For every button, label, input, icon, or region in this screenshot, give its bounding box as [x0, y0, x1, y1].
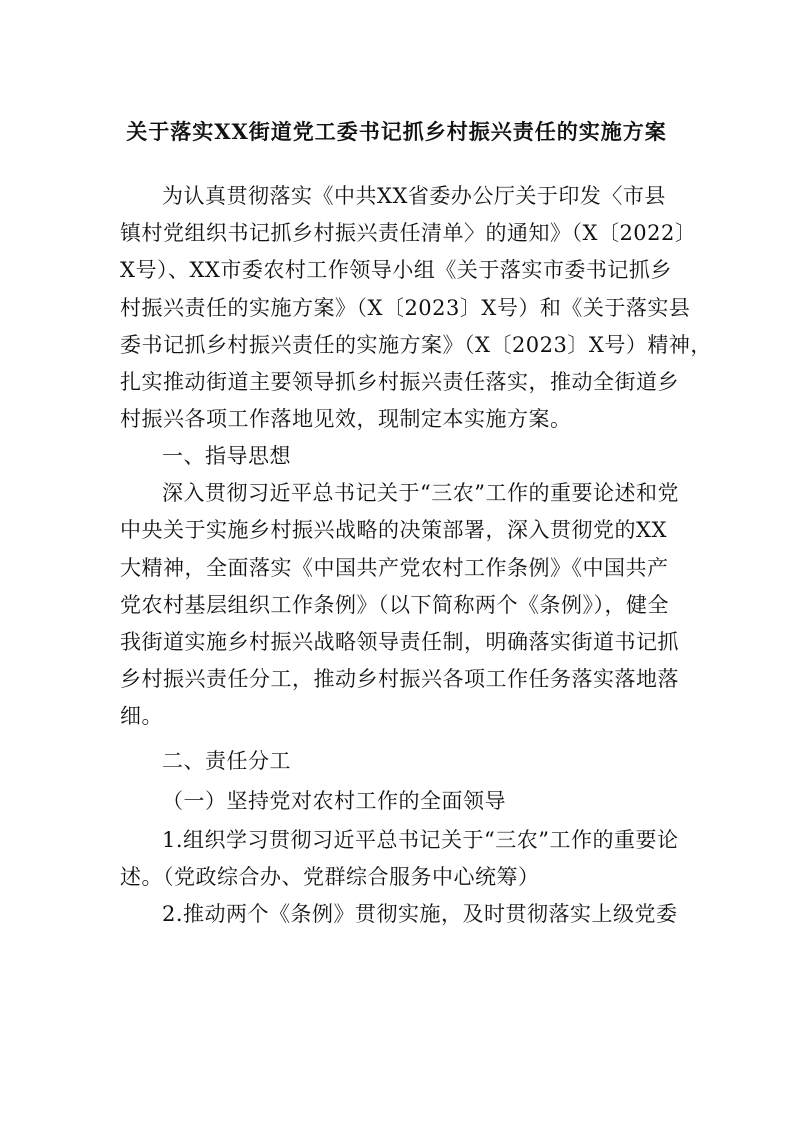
subsection-heading-1: （一）坚持党对农村工作的全面领导 — [162, 789, 506, 813]
body-line: 乡村振兴责任分工，推动乡村振兴各项工作任务落实落地落 — [120, 667, 679, 691]
section-heading-1: 一、指导思想 — [162, 444, 291, 468]
body-line: 深入贯彻习近平总书记关于“三农”工作的重要论述和党 — [162, 481, 679, 505]
body-line: 中央关于实施乡村振兴战略的决策部署，深入贯彻党的XX — [120, 518, 667, 542]
body-line: 扎实推动街道主要领导抓乡村振兴责任落实，推动全街道乡 — [120, 370, 679, 394]
body-line: 委书记抓乡村振兴责任的实施方案》（X〔2023〕X号）精神， — [120, 333, 712, 357]
body-line: 述。（党政综合办、党群综合服务中心统筹） — [120, 865, 540, 889]
section-heading-2: 二、责任分工 — [162, 749, 291, 773]
body-line: 2.推动两个《条例》贯彻实施，及时贯彻落实上级党委 — [162, 902, 678, 926]
body-line: 党农村基层组织工作条例》（以下简称两个《条例》），健全 — [120, 593, 669, 617]
body-line: X号）、XX市委农村工作领导小组《关于落实市委书记抓乡 — [120, 258, 672, 282]
body-line: 细。 — [120, 704, 163, 728]
body-line: 村振兴各项工作落地见效，现制定本实施方案。 — [120, 407, 572, 431]
body-line: 村振兴责任的实施方案》（X〔2023〕X号）和《关于落实县 — [120, 296, 691, 320]
body-line: 大精神，全面落实《中国共产党农村工作条例》《中国共产 — [120, 556, 669, 580]
document-title: 关于落实XX街道党工委书记抓乡村振兴责任的实施方案 — [126, 119, 667, 144]
body-line: 镇村党组织书记抓乡村振兴责任清单〉的通知》（X〔2022〕 — [120, 221, 697, 245]
body-line: 1.组织学习贯彻习近平总书记关于“三农”工作的重要论 — [162, 828, 679, 852]
body-line: 为认真贯彻落实《中共XX省委办公厅关于印发〈市县 — [162, 184, 666, 208]
body-line: 我街道实施乡村振兴战略领导责任制，明确落实街道书记抓 — [120, 630, 679, 654]
